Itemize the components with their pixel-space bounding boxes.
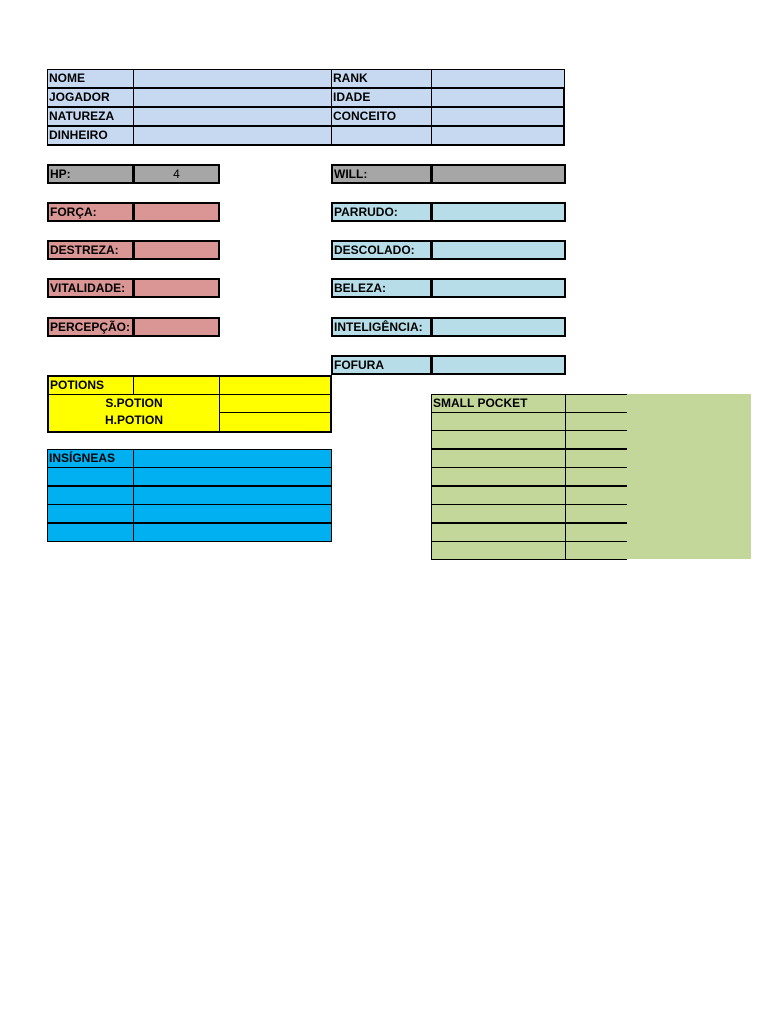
label-beleza: BELEZA: xyxy=(331,278,432,298)
insignea-cell[interactable] xyxy=(47,504,134,523)
label-conceito: CONCEITO xyxy=(331,107,432,126)
jogador-field[interactable] xyxy=(133,88,332,107)
pocket-qty-cell[interactable] xyxy=(565,412,627,431)
label-nome: NOME xyxy=(47,69,134,88)
insignea-field[interactable] xyxy=(133,523,332,542)
forca-value[interactable] xyxy=(133,202,220,222)
natureza-field[interactable] xyxy=(133,107,332,126)
conceito-field[interactable] xyxy=(431,107,565,126)
percepcao-value[interactable] xyxy=(133,317,220,337)
pocket-side-fill xyxy=(626,394,751,559)
label-potions: POTIONS xyxy=(47,375,134,395)
label-dinheiro: DINHEIRO xyxy=(47,126,134,146)
h-potion-value[interactable] xyxy=(219,412,332,433)
dinheiro-field[interactable] xyxy=(133,126,332,146)
label-inteligencia: INTELIGÊNCIA: xyxy=(331,317,432,337)
insignea-cell[interactable] xyxy=(47,486,134,505)
descolado-value[interactable] xyxy=(431,240,566,260)
insignea-field[interactable] xyxy=(133,486,332,505)
info-border xyxy=(47,144,565,146)
pocket-item-cell[interactable] xyxy=(431,430,566,449)
will-value[interactable] xyxy=(431,164,566,184)
hp-value[interactable]: 4 xyxy=(133,164,220,184)
pocket-qty-cell[interactable] xyxy=(565,523,627,542)
potions-empty-cell[interactable] xyxy=(133,375,220,395)
label-percepcao: PERCEPÇÃO: xyxy=(47,317,134,337)
pocket-item-cell[interactable] xyxy=(431,504,566,523)
label-s-potion: S.POTION xyxy=(47,394,220,413)
rank-field[interactable] xyxy=(431,69,565,88)
info-empty-cell[interactable] xyxy=(431,126,565,146)
label-jogador: JOGADOR xyxy=(47,88,134,107)
insignea-cell[interactable] xyxy=(47,467,134,486)
pocket-item-cell[interactable] xyxy=(431,541,566,560)
pocket-qty-cell[interactable] xyxy=(565,394,627,413)
label-idade: IDADE xyxy=(331,88,432,107)
label-rank: RANK xyxy=(331,69,432,88)
info-border xyxy=(563,88,565,146)
pocket-item-cell[interactable] xyxy=(431,412,566,431)
label-small-pocket: SMALL POCKET xyxy=(431,394,566,413)
label-hp: HP: xyxy=(47,164,134,184)
pocket-item-cell[interactable] xyxy=(431,449,566,468)
idade-field[interactable] xyxy=(431,88,565,107)
insignea-field[interactable] xyxy=(133,449,332,468)
parrudo-value[interactable] xyxy=(431,202,566,222)
label-fofura: FOFURA xyxy=(331,355,432,375)
destreza-value[interactable] xyxy=(133,240,220,260)
label-insigneas: INSÍGNEAS xyxy=(47,449,134,468)
insignea-cell[interactable] xyxy=(47,523,134,542)
pocket-qty-cell[interactable] xyxy=(565,467,627,486)
pocket-item-cell[interactable] xyxy=(431,486,566,505)
pocket-qty-cell[interactable] xyxy=(565,430,627,449)
potions-empty-cell[interactable] xyxy=(219,375,332,395)
vitalidade-value[interactable] xyxy=(133,278,220,298)
pocket-qty-cell[interactable] xyxy=(565,541,627,560)
label-will: WILL: xyxy=(331,164,432,184)
fofura-value[interactable] xyxy=(431,355,566,375)
label-natureza: NATUREZA xyxy=(47,107,134,126)
info-empty-cell[interactable] xyxy=(331,126,432,146)
pocket-qty-cell[interactable] xyxy=(565,504,627,523)
label-h-potion: H.POTION xyxy=(47,412,220,433)
insignea-field[interactable] xyxy=(133,504,332,523)
label-destreza: DESTREZA: xyxy=(47,240,134,260)
beleza-value[interactable] xyxy=(431,278,566,298)
s-potion-value[interactable] xyxy=(219,394,332,413)
label-descolado: DESCOLADO: xyxy=(331,240,432,260)
label-vitalidade: VITALIDADE: xyxy=(47,278,134,298)
pocket-item-cell[interactable] xyxy=(431,467,566,486)
pocket-item-cell[interactable] xyxy=(431,523,566,542)
label-forca: FORÇA: xyxy=(47,202,134,222)
nome-field[interactable] xyxy=(133,69,332,88)
inteligencia-value[interactable] xyxy=(431,317,566,337)
insignea-field[interactable] xyxy=(133,467,332,486)
label-parrudo: PARRUDO: xyxy=(331,202,432,222)
pocket-qty-cell[interactable] xyxy=(565,486,627,505)
pocket-qty-cell[interactable] xyxy=(565,449,627,468)
